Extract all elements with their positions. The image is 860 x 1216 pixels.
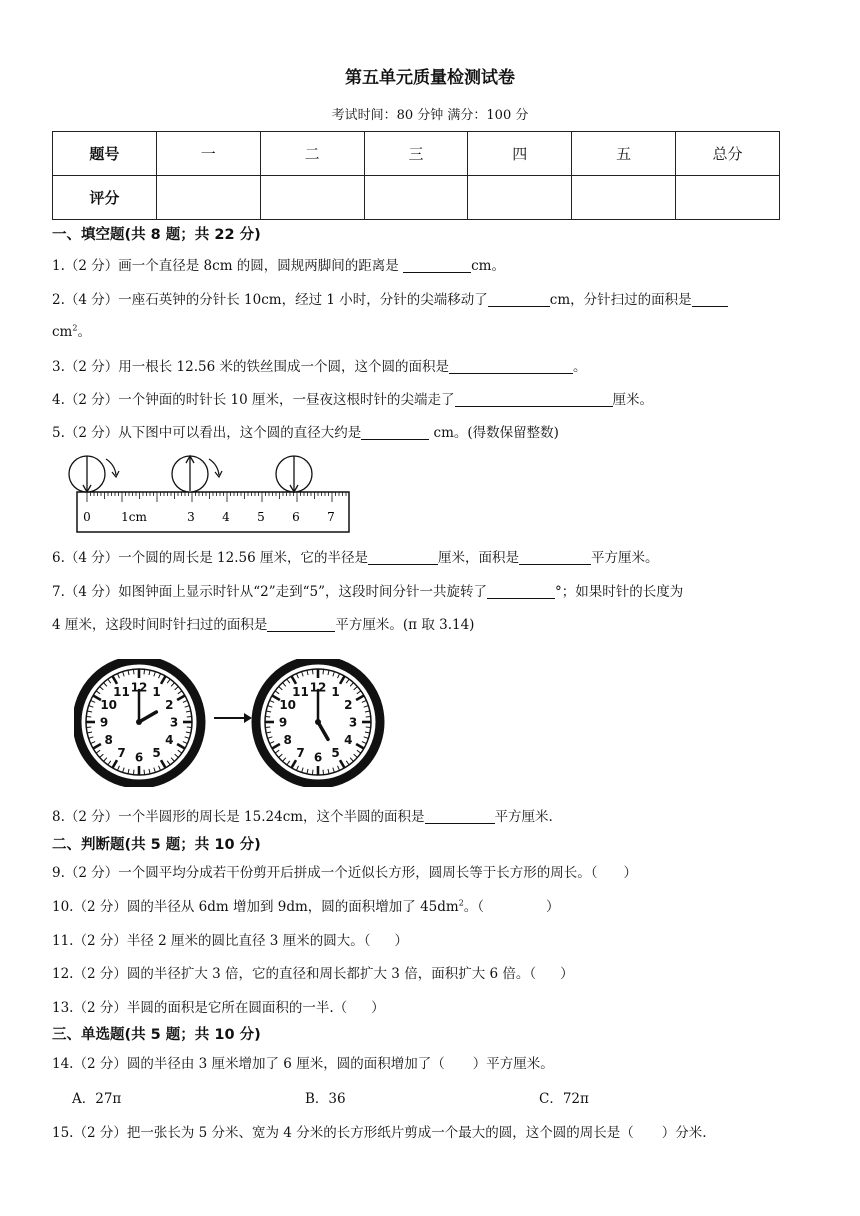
question-10	[52, 895, 560, 915]
question-13	[52, 996, 385, 1016]
clock-number: 5	[152, 745, 161, 760]
question-text: ）分米.	[661, 1125, 707, 1141]
question-text: 12.（2 分）圆的半径扩大 3 倍，它的直径和周长都扩大 3 倍，面积扩大 6 倍。（	[52, 966, 537, 982]
question-text: ）平方厘米。	[472, 1056, 554, 1072]
answer-blank[interactable]	[692, 291, 728, 307]
question-1	[52, 254, 505, 274]
cell-part-1: 一	[156, 132, 260, 176]
question-text: 厘米。	[612, 392, 654, 408]
question-text: 平方厘米.	[494, 809, 553, 825]
clock-number: 11	[292, 685, 309, 700]
question-12	[52, 962, 574, 982]
cell-total: 总分	[676, 132, 780, 176]
question-text: °；如果时针的长度为	[555, 584, 684, 600]
answer-blank[interactable]	[361, 424, 429, 440]
score-table-header-row	[53, 132, 780, 176]
question-text: 平方厘米。(π 取 3.14)	[335, 617, 475, 633]
clock-number: 1	[152, 685, 161, 700]
question-9	[52, 861, 637, 881]
question-text: 6.（4 分）一个圆的周长是 12.56 厘米，它的半径是	[52, 550, 368, 566]
unit-text: cm	[52, 324, 73, 340]
cell-part-2: 二	[260, 132, 364, 176]
answer-blank[interactable]	[403, 257, 471, 273]
question-2-cont	[52, 320, 91, 340]
question-text: 1.（2 分）画一个直径是 8cm 的圆，圆规两脚间的距离是	[52, 258, 404, 274]
clock-left	[77, 660, 201, 784]
question-15	[52, 1121, 707, 1141]
arrow-icon	[214, 713, 252, 723]
question-text: 。（	[463, 899, 485, 915]
question-7	[52, 580, 683, 600]
question-text: 3.（2 分）用一根长 12.56 米的铁丝围成一个圆，这个圆的面积是	[52, 359, 449, 375]
rolling-circle-start	[69, 456, 119, 492]
clock-number: 11	[113, 685, 130, 700]
ruler-label-1cm: 1cm	[121, 510, 147, 524]
question-text: 7.（4 分）如图钟面上显示时针从“2”走到“5”，这段时间分针一共旋转了	[52, 584, 488, 600]
question-text: 14.（2 分）圆的半径由 3 厘米增加了 6 厘米，圆的面积增加了（	[52, 1056, 445, 1072]
score-table-score-row	[53, 176, 780, 220]
question-text: 。	[77, 324, 91, 340]
score-cell	[468, 176, 572, 220]
clock-number: 9	[99, 715, 109, 730]
clock-number: 9	[278, 715, 288, 730]
clock-number: 2	[165, 698, 174, 712]
clock-number: 3	[348, 715, 358, 730]
ruler-label-0: 0	[83, 510, 91, 524]
answer-blank[interactable]	[519, 549, 591, 565]
question-text: cm。(得数保留整数)	[429, 425, 559, 441]
clock-number: 4	[344, 733, 353, 747]
clock-number: 10	[279, 698, 297, 712]
question-14	[52, 1052, 554, 1072]
unit-superscript: 2	[72, 323, 78, 333]
clock-number: 6	[313, 750, 323, 765]
question-text: 5.（2 分）从下图中可以看出，这个圆的直径大约是	[52, 425, 362, 441]
question-text: ）	[623, 865, 638, 881]
clock-number: 10	[100, 698, 118, 712]
answer-blank[interactable]	[267, 616, 335, 632]
question-text: 13.（2 分）半圆的面积是它所在圆面积的一半.（	[52, 1000, 348, 1016]
question-text: 4 厘米，这段时间时针扫过的面积是	[52, 617, 268, 633]
score-cell	[676, 176, 780, 220]
question-text: 10.（2 分）圆的半径从 6dm 增加到 9dm，圆的面积增加了 45dm	[52, 899, 459, 915]
question-text: 15.（2 分）把一张长为 5 分米、宽为 4 分米的长方形纸片剪成一个最大的圆，这个圆的周长是（	[52, 1125, 634, 1141]
question-text: ）	[371, 1000, 385, 1016]
answer-blank[interactable]	[487, 583, 555, 599]
option-c[interactable]: C．72π	[539, 1091, 589, 1107]
question-11	[52, 929, 408, 949]
score-cell	[156, 176, 260, 220]
question-text: 。	[573, 359, 587, 375]
question-text: 2.（4 分）一座石英钟的分针长 10cm，经过 1 小时，分针的尖端移动了	[52, 292, 488, 308]
clock-number: 12	[130, 680, 148, 695]
ruler-label-7: 7	[327, 510, 335, 524]
ruler-label-4: 4	[222, 510, 230, 524]
clock-number: 7	[296, 745, 305, 760]
answer-blank[interactable]	[449, 358, 573, 374]
cell-part-3: 三	[364, 132, 468, 176]
option-a[interactable]: A．27π	[72, 1091, 122, 1107]
section-heading-fill-blank: 一、填空题(共 8 题；共 22 分)	[52, 227, 261, 243]
clock-number: 7	[117, 745, 126, 760]
question-text: ）	[560, 966, 574, 982]
question-text: cm，分针扫过的面积是	[549, 292, 692, 308]
clock-number: 1	[331, 685, 340, 700]
option-b[interactable]: B．36	[305, 1091, 346, 1107]
clock-number: 3	[169, 715, 179, 730]
score-cell	[364, 176, 468, 220]
question-text: ）	[394, 933, 408, 949]
unit-superscript: 2	[458, 898, 464, 908]
rolling-circle-middle	[172, 456, 222, 492]
page-title: 第五单元质量检测试卷	[345, 68, 515, 88]
cell-part-5: 五	[572, 132, 676, 176]
ruler-label-6: 6	[292, 510, 300, 524]
question-text: ）	[546, 899, 560, 915]
question-5	[52, 421, 559, 441]
clock-number: 8	[104, 733, 113, 747]
question-8	[52, 805, 553, 825]
section-heading-true-false: 二、判断题(共 5 题；共 10 分)	[52, 837, 261, 853]
answer-blank[interactable]	[488, 291, 550, 307]
question-6	[52, 546, 659, 566]
section-heading-single-choice: 三、单选题(共 5 题；共 10 分)	[52, 1027, 261, 1043]
rolling-circle-end	[276, 456, 312, 492]
ruler-label-5: 5	[257, 510, 265, 524]
question-text: cm。	[471, 258, 505, 274]
question-text: 4.（2 分）一个钟面的时针长 10 厘米，一昼夜这根时针的尖端走了	[52, 392, 455, 408]
ruler-circle-figure	[68, 447, 358, 539]
clock-number: 6	[134, 750, 144, 765]
score-cell	[260, 176, 364, 220]
question-text: 厘米，面积是	[438, 550, 519, 566]
cell-label-question-number: 题号	[53, 132, 157, 176]
question-text: 8.（2 分）一个半圆形的周长是 15.24cm，这个半圆的面积是	[52, 809, 425, 825]
ruler-body	[77, 492, 349, 532]
question-text: 11.（2 分）半径 2 厘米的圆比直径 3 厘米的圆大。（	[52, 933, 371, 949]
answer-blank[interactable]	[368, 549, 438, 565]
clock-number: 4	[165, 733, 174, 747]
clock-number: 2	[344, 698, 353, 712]
question-text: 9.（2 分）一个圆平均分成若干份剪开后拼成一个近似长方形，圆周长等于长方形的周长。（	[52, 865, 598, 881]
cell-label-score: 评分	[53, 176, 157, 220]
score-table	[52, 131, 780, 220]
clock-right	[256, 660, 380, 784]
cell-part-4: 四	[468, 132, 572, 176]
question-7-cont	[52, 613, 474, 633]
question-2	[52, 288, 728, 308]
clock-number: 12	[309, 680, 327, 695]
score-cell	[572, 176, 676, 220]
ruler-label-3: 3	[187, 510, 195, 524]
question-text: 平方厘米。	[591, 550, 659, 566]
question-4	[52, 388, 653, 408]
clock-number: 5	[331, 745, 340, 760]
answer-blank[interactable]	[425, 808, 495, 824]
question-3	[52, 355, 587, 375]
exam-info: 考试时间：80 分钟 满分：100 分	[331, 108, 529, 123]
clock-figure	[74, 659, 386, 787]
clock-number: 8	[283, 733, 292, 747]
answer-blank[interactable]	[455, 391, 613, 407]
